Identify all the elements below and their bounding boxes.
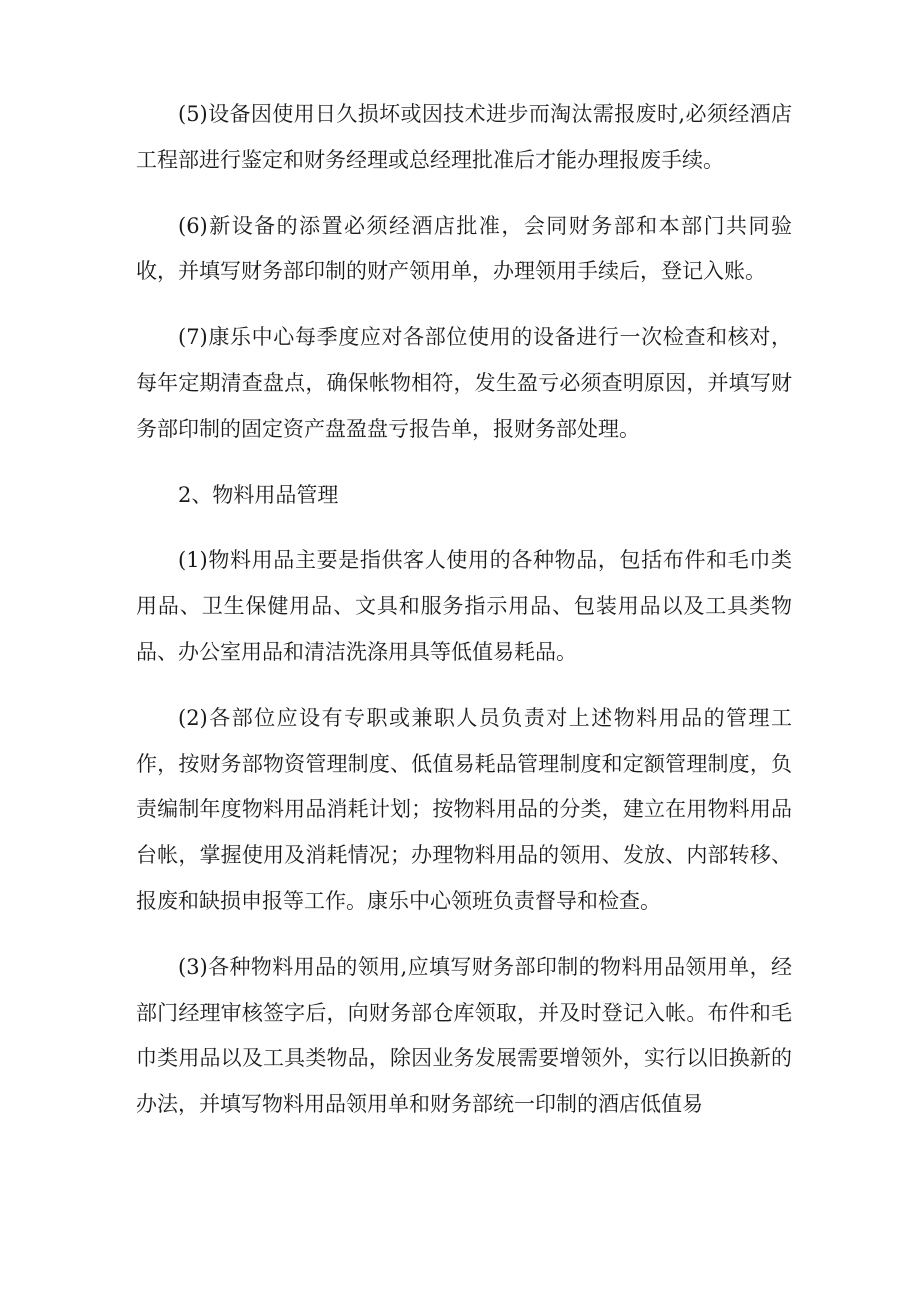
paragraph-supplies-definition: (1)物料用品主要是指供客人使用的各种物品，包括布件和毛巾类用品、卫生保健用品、文具和服务指示用品、包装用品以及工具类物品、办公室用品和清洁洗涤用具等低值易耗品。 [136, 548, 792, 664]
paragraph-new-equipment: (6)新设备的添置必须经酒店批准，会同财务部和本部门共同验收，并填写财务部印制的财产领用单，办理领用手续后，登记入账。 [136, 213, 792, 284]
section-heading-supplies-management: 2、物料用品管理 [178, 482, 339, 507]
paragraph-supplies-requisition: (3)各种物料用品的领用,应填写财务部印制的物料用品领用单，经部门经理审核签字后，向财务部仓库领取，并及时登记入帐。布件和毛巾类用品以及工具类物品，除因业务发展需要增领外，实行以旧换新的办法，并填写物料用品领用单和财务部统一印制的酒店低值易 [136, 954, 792, 1117]
document-body [136, 92, 792, 1148]
paragraph-quarterly-inspection: (7)康乐中心每季度应对各部位使用的设备进行一次检查和核对，每年定期清查盘点，确保帐物相符，发生盈亏必须查明原因，并填写财务部印制的固定资产盘盈盘亏报告单，报财务部处理。 [136, 325, 792, 441]
paragraph-equipment-disposal: (5)设备因使用日久损坏或因技术进步而淘汰需报废时,必须经酒店工程部进行鉴定和财务经理或总经理批准后才能办理报废手续。 [136, 102, 792, 172]
paragraph-supplies-staff: (2)各部位应设有专职或兼职人员负责对上述物料用品的管理工作，按财务部物资管理制度、低值易耗品管理制度和定额管理制度，负责编制年度物料用品消耗计划；按物料用品的分类，建立在用物料用品台帐，掌握使用及消耗情况；办理物料用品的领用、发放、内部转移、报废和缺损申报等工作。康乐中心领班负责督导和检查。 [136, 705, 792, 913]
